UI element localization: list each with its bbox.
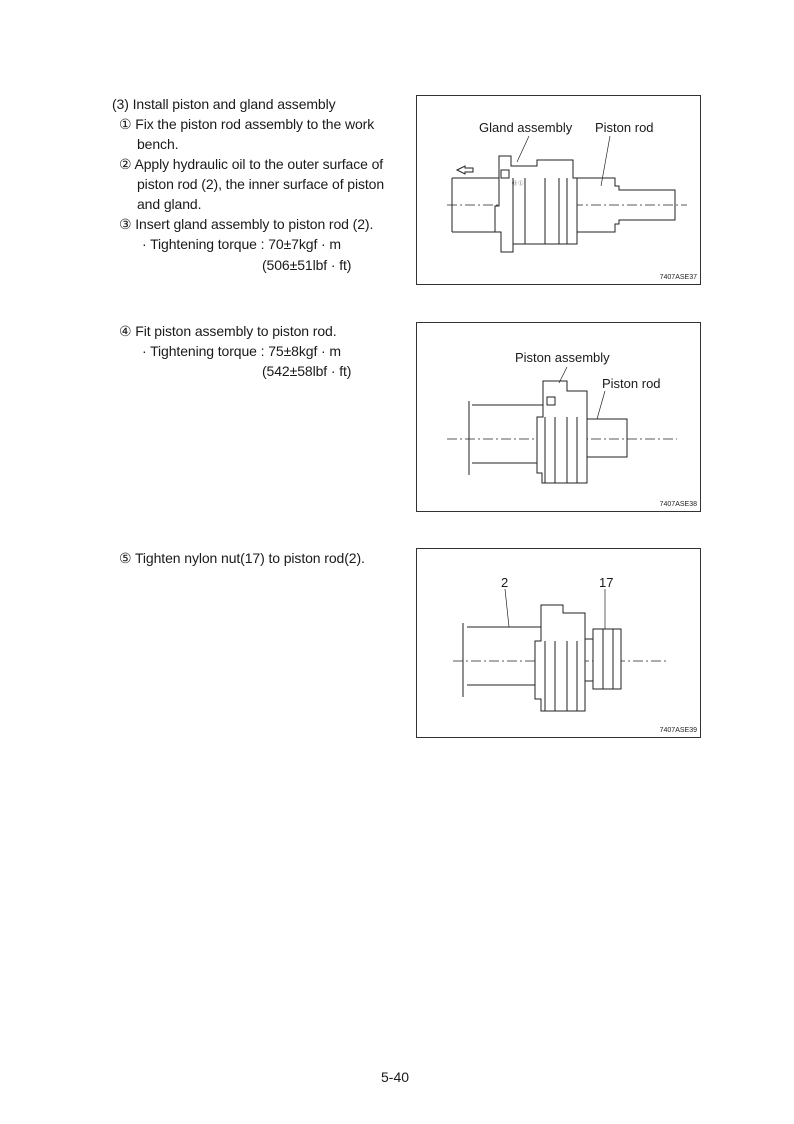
figure-gland-assembly <box>416 95 701 285</box>
section-heading: (3) Install piston and gland assembly <box>112 96 336 112</box>
step-1-line-2: bench. <box>137 136 179 152</box>
figure-2-label-piston-assembly: Piston assembly <box>515 350 610 365</box>
step-2-line-1: ② Apply hydraulic oil to the outer surface of <box>119 156 384 172</box>
figure-piston-assembly <box>416 322 701 512</box>
figure-1-label-gland-assembly: Gland assembly <box>479 120 573 135</box>
figure-2-label-piston-rod: Piston rod <box>602 376 661 391</box>
step-5: ⑤ Tighten nylon nut(17) to piston rod(2). <box>119 550 365 566</box>
figure-3-code: 7407ASE39 <box>659 727 697 734</box>
page-number: 5-40 <box>381 1069 410 1085</box>
step-2-line-2: piston rod (2), the inner surface of piston <box>137 176 385 192</box>
step-2-line-3: and gland. <box>137 196 202 212</box>
step-1-line-1: ① Fix the piston rod assembly to the work <box>119 116 375 132</box>
figure-nylon-nut <box>416 548 701 738</box>
step-3: ③ Insert gland assembly to piston rod (2). <box>119 216 374 232</box>
step-3-torque-imperial: (506±51lbf · ft) <box>262 257 352 273</box>
figure-3-label-part-2: 2 <box>501 575 509 590</box>
figure-3-label-part-17: 17 <box>599 575 614 590</box>
svg-text:Ⓗ Ⓛ: Ⓗ Ⓛ <box>512 181 524 187</box>
step-3-torque: · Tightening torque : 70±7kgf · m <box>142 236 341 252</box>
nylon-nut-drawing <box>417 549 700 737</box>
step-4-torque: · Tightening torque : 75±8kgf · m <box>142 343 341 359</box>
figure-1-label-piston-rod: Piston rod <box>595 120 654 135</box>
step-4-torque-imperial: (542±58lbf · ft) <box>262 363 352 379</box>
step-4: ④ Fit piston assembly to piston rod. <box>119 323 337 339</box>
figure-2-code: 7407ASE38 <box>659 501 697 508</box>
figure-1-code: 7407ASE37 <box>659 274 697 281</box>
